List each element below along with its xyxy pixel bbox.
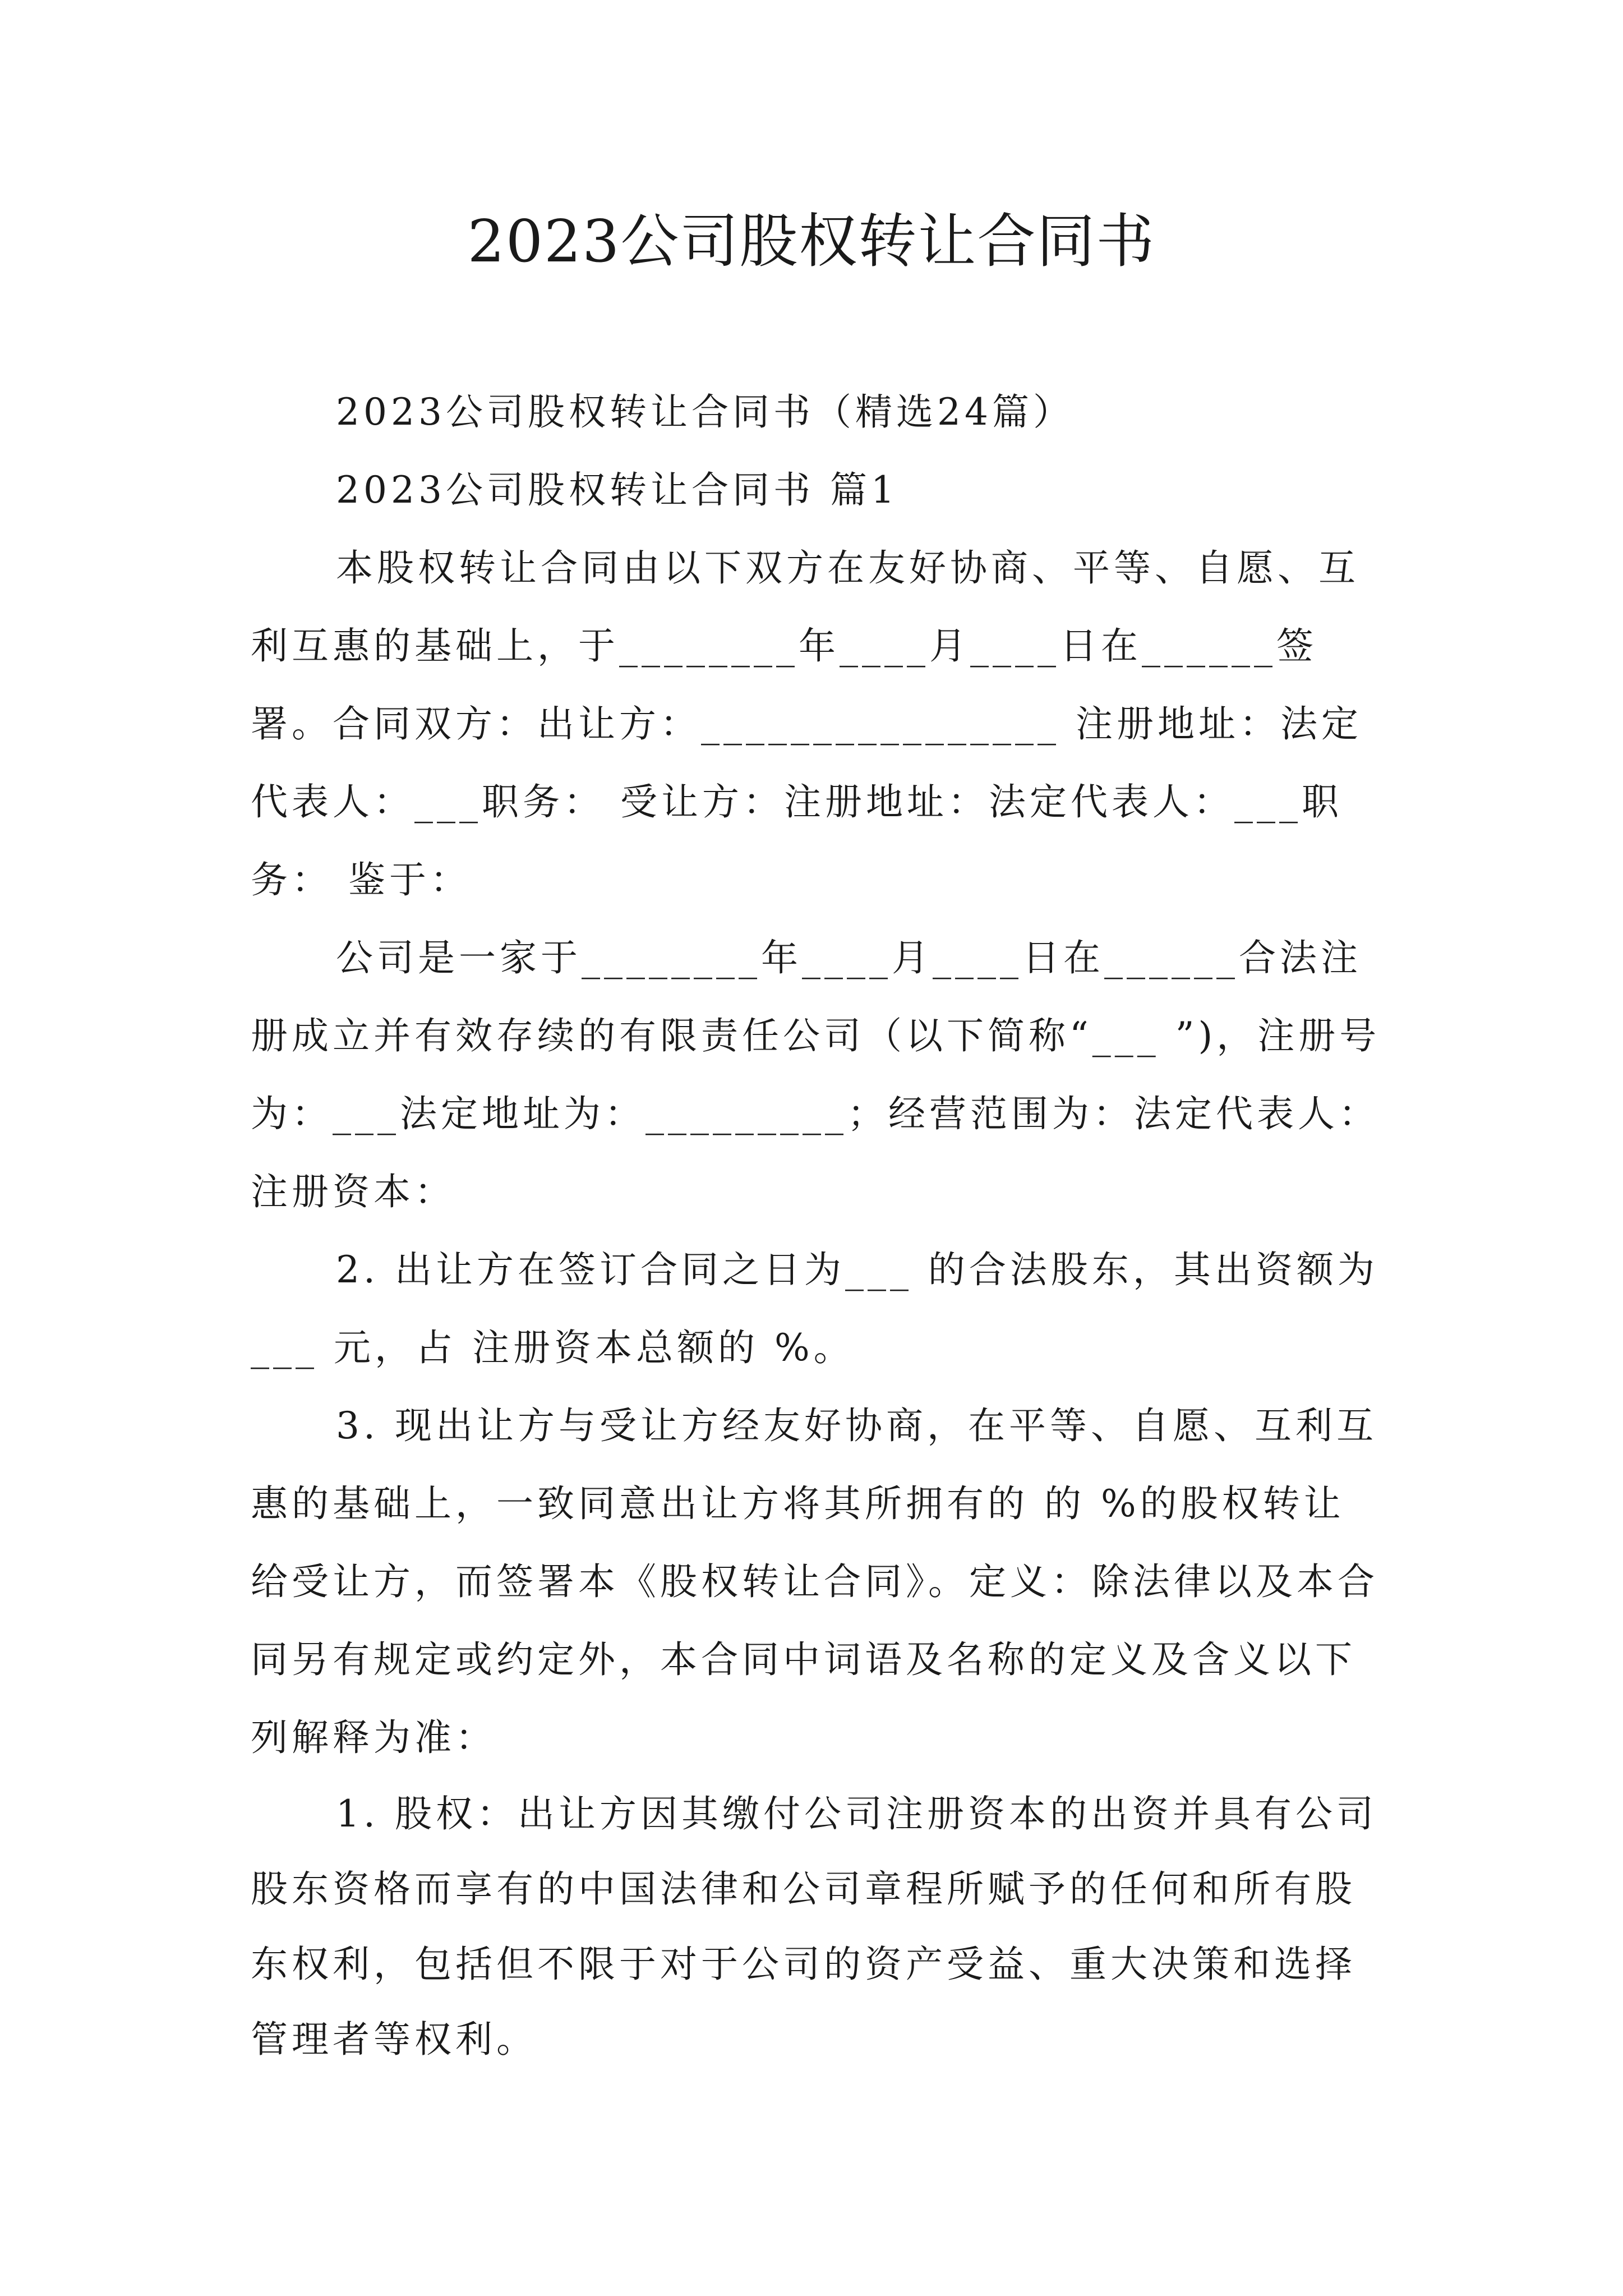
paragraph-definition-1: 1. 股权：出让方因其缴付公司注册资本的出资并具有公司股东资格而享有的中国法律和公司章程所赋予的任何和所有股东权利，包括但不限于对于公司的资产受益、重大决策和选择管理者等权利。 xyxy=(251,1792,1377,2061)
paragraph-subtitle: 2023公司股权转让合同书（精选24篇） xyxy=(336,390,1074,434)
paragraph-parties: 本股权转让合同由以下双方在友好协商、平等、自愿、互利互惠的基础上，于________年____月____日在______签署。合同双方：出让方：________________ 注册地址：法定代表人：___职务： 受让方：注册地址：法定代表人：___职务： 鉴于： xyxy=(251,546,1362,901)
paragraph-section-heading: 2023公司股权转让合同书 篇1 xyxy=(336,468,898,512)
paragraph-company-info: 公司是一家于________年____月____日在______合法注册成立并有效存续的有限责任公司（以下简称“___ ”)，注册号为：___法定地址为：_________；经营范围为：法定代表人：注册资本： xyxy=(251,936,1381,1213)
paragraph-item-2: 2. 出让方在签订合同之日为___ 的合法股东，其出资额为___ 元，占 注册资本总额的 %。 xyxy=(251,1248,1378,1369)
document-title: 2023公司股权转让合同书 xyxy=(467,207,1156,275)
paragraph-item-3: 3. 现出让方与受让方经友好协商，在平等、自愿、互利互惠的基础上，一致同意出让方将其所拥有的 的 %的股权转让给受让方，而签署本《股权转让合同》。定义：除法律以及本合同另有规定或约定外，本合同中词语及名称的定义及含义以下列解释为准： xyxy=(251,1404,1378,1759)
document-body xyxy=(251,373,1384,2077)
